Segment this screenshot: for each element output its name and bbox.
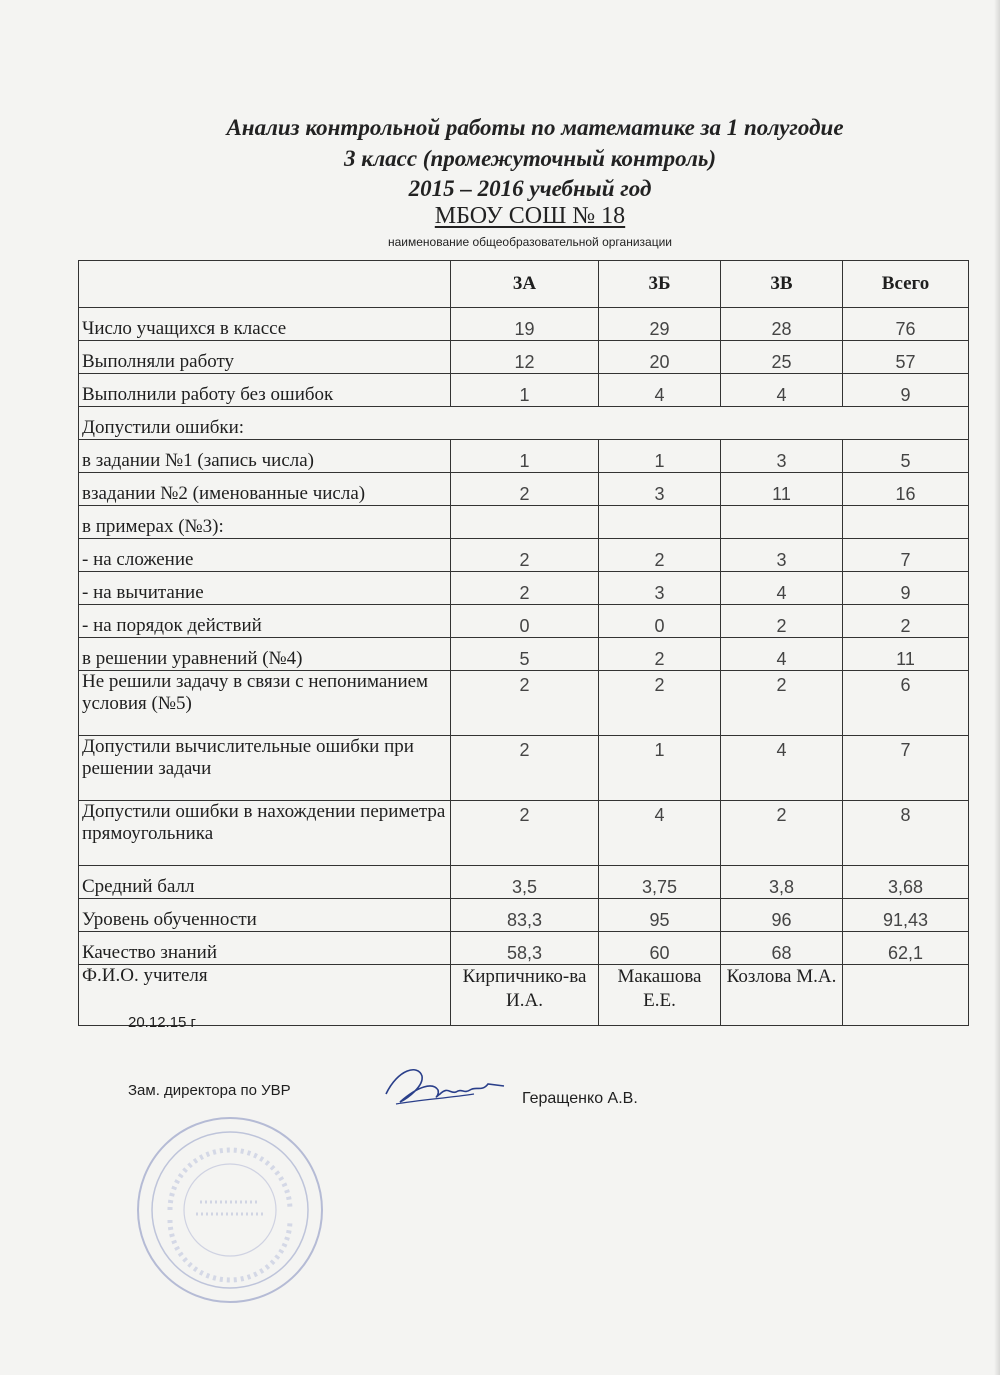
value-cell: 9	[843, 374, 969, 407]
row-label: - на вычитание	[79, 572, 451, 605]
value-cell: 3,8	[721, 866, 843, 899]
value-cell: 7	[843, 539, 969, 572]
value-cell: 3	[721, 440, 843, 473]
value-cell: 4	[721, 374, 843, 407]
value-cell: 91,43	[843, 899, 969, 932]
row-label: Допустили ошибки:	[79, 407, 969, 440]
teacher-name-cell: Кирпичнико-ва И.А.	[451, 965, 599, 1026]
value-cell: 1	[451, 374, 599, 407]
value-cell: 2	[451, 539, 599, 572]
row-label: Допустили вычислительные ошибки при решении задачи	[79, 736, 451, 801]
value-cell: 4	[721, 572, 843, 605]
value-cell: 16	[843, 473, 969, 506]
value-cell: 57	[843, 341, 969, 374]
results-table	[78, 260, 969, 1026]
value-cell: 60	[599, 932, 721, 965]
school-name	[0, 203, 1000, 230]
table-row	[79, 341, 969, 374]
value-cell: 20	[599, 341, 721, 374]
signer-name: Геращенко А.В.	[522, 1090, 638, 1107]
value-cell: 2	[451, 572, 599, 605]
table-row	[79, 736, 969, 801]
value-cell: 2	[451, 473, 599, 506]
row-label: Выполняли работу	[79, 341, 451, 374]
table-row	[79, 671, 969, 736]
column-header: 3В	[721, 261, 843, 308]
row-label: взадании №2 (именованные числа)	[79, 473, 451, 506]
value-cell: 3,75	[599, 866, 721, 899]
value-cell: 4	[599, 801, 721, 866]
table-header-row	[79, 261, 969, 308]
value-cell: 83,3	[451, 899, 599, 932]
value-cell: 2	[721, 671, 843, 736]
table-row	[79, 506, 969, 539]
value-cell: 11	[721, 473, 843, 506]
row-label: в примерах (№3):	[79, 506, 451, 539]
teacher-name-cell	[843, 965, 969, 1026]
value-cell: 95	[599, 899, 721, 932]
value-cell: 5	[451, 638, 599, 671]
table-row	[79, 965, 969, 1026]
column-header: 3Б	[599, 261, 721, 308]
value-cell	[843, 506, 969, 539]
value-cell: 19	[451, 308, 599, 341]
table-row	[79, 866, 969, 899]
row-label: Уровень обученности	[79, 899, 451, 932]
row-label: в решении уравнений (№4)	[79, 638, 451, 671]
teacher-name-cell: Макашова Е.Е.	[599, 965, 721, 1026]
value-cell: 0	[599, 605, 721, 638]
table-row	[79, 605, 969, 638]
value-cell: 2	[451, 736, 599, 801]
title-line-3: 2015 – 2016 учебный год	[408, 176, 652, 201]
value-cell: 1	[599, 736, 721, 801]
value-cell: 5	[843, 440, 969, 473]
value-cell: 0	[451, 605, 599, 638]
value-cell: 2	[451, 671, 599, 736]
value-cell: 4	[599, 374, 721, 407]
row-label: Ф.И.О. учителя	[79, 965, 451, 1026]
school-caption: наименование общеобразовательной организации	[387, 235, 673, 249]
value-cell	[599, 506, 721, 539]
value-cell: 2	[721, 605, 843, 638]
value-cell	[451, 506, 599, 539]
value-cell: 58,3	[451, 932, 599, 965]
value-cell: 7	[843, 736, 969, 801]
value-cell: 3,5	[451, 866, 599, 899]
column-header: Всего	[843, 261, 969, 308]
table-row	[79, 572, 969, 605]
row-label: Качество знаний	[79, 932, 451, 965]
row-label: Число учащихся в классе	[79, 308, 451, 341]
table-row	[79, 374, 969, 407]
value-cell: 2	[599, 671, 721, 736]
table-row	[79, 308, 969, 341]
value-cell: 2	[721, 801, 843, 866]
value-cell: 11	[843, 638, 969, 671]
value-cell: 4	[721, 736, 843, 801]
row-label: - на порядок действий	[79, 605, 451, 638]
handwritten-signature	[378, 1064, 508, 1114]
row-label: Выполнили работу без ошибок	[79, 374, 451, 407]
table-row	[79, 440, 969, 473]
value-cell: 2	[599, 638, 721, 671]
row-label: - на сложение	[79, 539, 451, 572]
title-line-1: Анализ контрольной работы по математике за 1 полугодие	[226, 115, 844, 140]
table-row	[79, 638, 969, 671]
table-row	[79, 539, 969, 572]
value-cell: 29	[599, 308, 721, 341]
title-line-2: 3 класс (промежуточный контроль)	[343, 146, 717, 171]
value-cell: 3	[599, 572, 721, 605]
value-cell: 3	[721, 539, 843, 572]
value-cell: 9	[843, 572, 969, 605]
value-cell: 1	[451, 440, 599, 473]
report-date: 20.12.15 г	[128, 1014, 197, 1031]
value-cell: 62,1	[843, 932, 969, 965]
value-cell: 3,68	[843, 866, 969, 899]
column-header: 3А	[451, 261, 599, 308]
value-cell: 25	[721, 341, 843, 374]
table-row	[79, 473, 969, 506]
value-cell: 8	[843, 801, 969, 866]
value-cell: 6	[843, 671, 969, 736]
table-row	[79, 932, 969, 965]
column-header	[79, 261, 451, 308]
value-cell: 1	[599, 440, 721, 473]
teacher-name-cell: Козлова М.А.	[721, 965, 843, 1026]
value-cell: 96	[721, 899, 843, 932]
value-cell: 3	[599, 473, 721, 506]
value-cell: 28	[721, 308, 843, 341]
deputy-position: Зам. директора по УВР	[128, 1082, 291, 1099]
row-label: Допустили ошибки в нахождении периметра прямоугольника	[79, 801, 451, 866]
school-name-text: МБОУ СОШ № 18	[434, 203, 626, 229]
row-label: Не решили задачу в связи с непониманием условия (№5)	[79, 671, 451, 736]
value-cell: 2	[599, 539, 721, 572]
value-cell: 2	[843, 605, 969, 638]
row-label: в задании №1 (запись числа)	[79, 440, 451, 473]
value-cell	[721, 506, 843, 539]
row-label: Средний балл	[79, 866, 451, 899]
value-cell: 2	[451, 801, 599, 866]
official-stamp	[130, 1110, 330, 1310]
value-cell: 76	[843, 308, 969, 341]
table-row	[79, 899, 969, 932]
value-cell: 4	[721, 638, 843, 671]
value-cell: 68	[721, 932, 843, 965]
table-row	[79, 407, 969, 440]
table-row	[79, 801, 969, 866]
value-cell: 12	[451, 341, 599, 374]
